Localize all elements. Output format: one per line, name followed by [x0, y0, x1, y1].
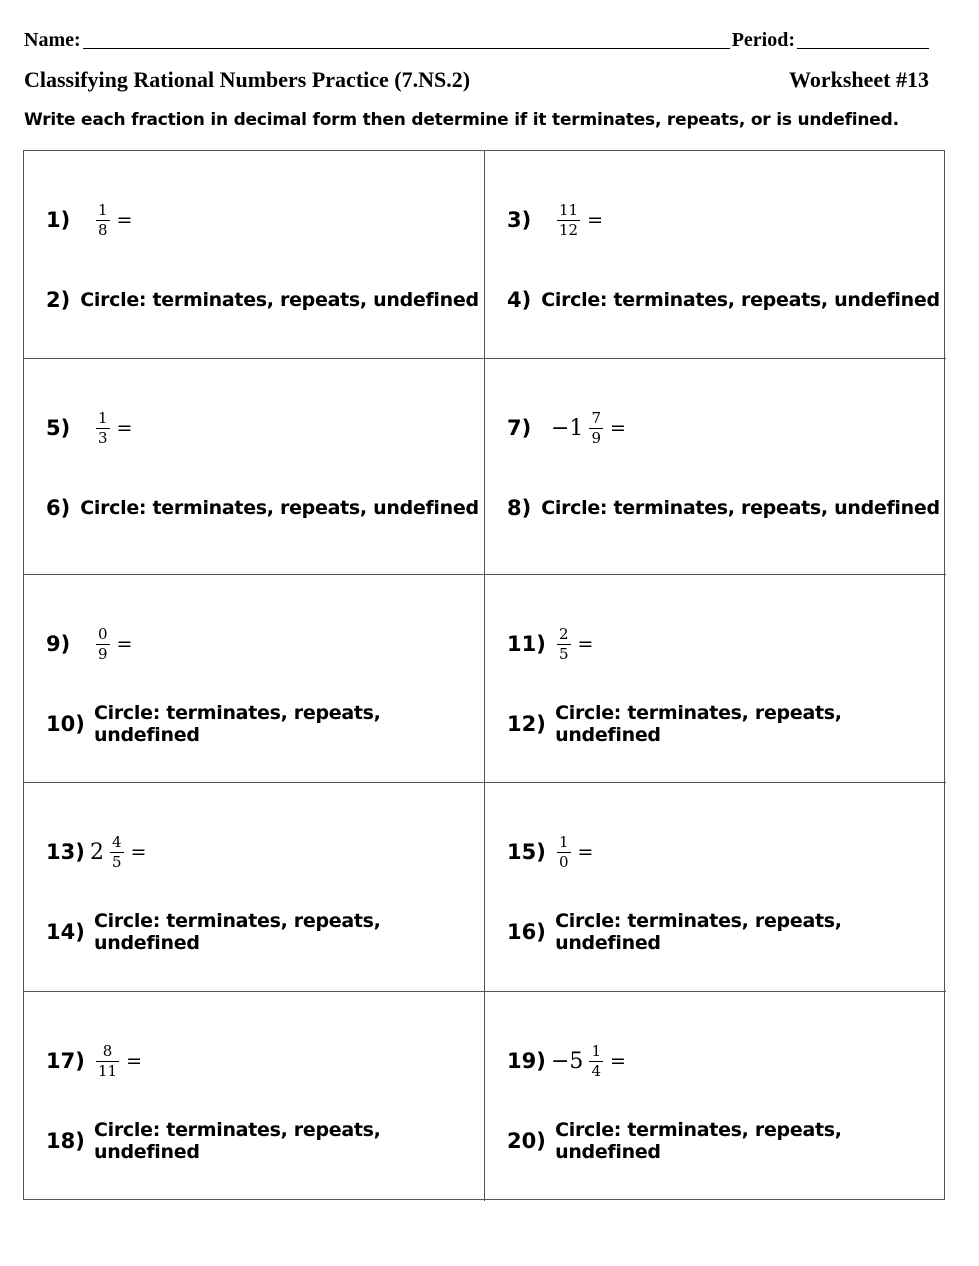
- numerator: 1: [98, 408, 108, 427]
- problem-cell-7: [24, 783, 485, 992]
- problem-cell-2: [485, 151, 946, 359]
- circle-options[interactable]: Circle: terminates, repeats, undefined: [541, 497, 940, 519]
- denominator: 9: [98, 644, 108, 663]
- problem-cell-4: [485, 359, 946, 575]
- circle-line: [46, 1119, 484, 1163]
- fraction-expression: [551, 1043, 626, 1080]
- question-number: 7): [507, 416, 532, 440]
- fraction: [557, 834, 571, 871]
- circle-number: 10): [46, 712, 85, 736]
- question-number: 9): [46, 632, 71, 656]
- equals-sign: =: [609, 1050, 626, 1072]
- name-period-row: [24, 24, 929, 52]
- fraction-expression: [551, 834, 593, 871]
- name-label: Name:: [24, 29, 81, 51]
- fraction: [96, 1043, 119, 1080]
- fraction: [96, 202, 110, 239]
- fraction-expression: [551, 202, 603, 239]
- question-line: [46, 195, 132, 245]
- circle-options[interactable]: Circle: terminates, repeats, undefined: [555, 1119, 842, 1163]
- circle-number: 20): [507, 1129, 546, 1153]
- fraction-expression: [90, 626, 132, 663]
- denominator: 9: [591, 428, 601, 447]
- fraction: [589, 410, 603, 447]
- question-line: [507, 827, 593, 877]
- circle-options[interactable]: Circle: terminates, repeats, undefined: [555, 702, 842, 746]
- fraction-expression: [90, 1043, 142, 1080]
- problem-cell-9: [24, 992, 485, 1201]
- circle-line: [46, 702, 484, 746]
- numerator: 8: [102, 1041, 113, 1060]
- fraction-expression: [90, 834, 146, 871]
- period-input-line[interactable]: [797, 26, 929, 49]
- numerator: 0: [98, 624, 108, 643]
- question-line: [507, 403, 626, 453]
- denominator: 4: [591, 1061, 601, 1080]
- numerator: 1: [591, 1041, 601, 1060]
- question-number: 1): [46, 208, 71, 232]
- question-line: [46, 403, 132, 453]
- circle-number: 18): [46, 1129, 85, 1153]
- fraction: [110, 834, 124, 871]
- numerator: 2: [559, 624, 569, 643]
- fraction: [96, 410, 110, 447]
- question-number: 13): [46, 840, 85, 864]
- question-line: [46, 1036, 142, 1086]
- question-number: 15): [507, 840, 546, 864]
- denominator: 8: [98, 220, 108, 239]
- circle-line: [46, 493, 479, 523]
- circle-number: 6): [46, 496, 71, 520]
- period-label: Period:: [731, 29, 795, 51]
- circle-options[interactable]: Circle: terminates, repeats, undefined: [94, 702, 381, 746]
- denominator: 5: [112, 852, 122, 871]
- whole-part: −1: [551, 415, 584, 441]
- title-row: [24, 64, 929, 96]
- circle-options[interactable]: Circle: terminates, repeats, undefined: [80, 497, 479, 519]
- equals-sign: =: [609, 417, 626, 439]
- circle-options[interactable]: Circle: terminates, repeats, undefined: [80, 289, 479, 311]
- circle-options[interactable]: Circle: terminates, repeats, undefined: [555, 910, 842, 954]
- whole-part: 2: [90, 839, 104, 865]
- question-line: [507, 619, 593, 669]
- fraction: [557, 202, 580, 239]
- instructions: Write each fraction in decimal form then determine if it terminates, repeats, or is undefined.: [24, 110, 899, 130]
- question-number: 17): [46, 1049, 85, 1073]
- fraction-expression: [90, 410, 132, 447]
- question-number: 19): [507, 1049, 546, 1073]
- question-line: [46, 827, 146, 877]
- worksheet-title: Classifying Rational Numbers Practice (7.NS.2): [24, 67, 471, 92]
- denominator: 12: [559, 220, 579, 239]
- problem-cell-1: [24, 151, 485, 359]
- fraction: [557, 626, 571, 663]
- circle-number: 16): [507, 920, 546, 944]
- numerator: 4: [112, 832, 122, 851]
- denominator: 5: [559, 644, 569, 663]
- equals-sign: =: [130, 841, 147, 863]
- equals-sign: =: [577, 841, 594, 863]
- whole-part: −5: [551, 1048, 584, 1074]
- equals-sign: =: [116, 417, 133, 439]
- equals-sign: =: [116, 209, 133, 231]
- question-line: [507, 1036, 626, 1086]
- circle-options[interactable]: Circle: terminates, repeats, undefined: [94, 910, 381, 954]
- worksheet-number: Worksheet #13: [789, 67, 929, 92]
- circle-line: [46, 910, 484, 954]
- circle-number: 2): [46, 288, 71, 312]
- equals-sign: =: [577, 633, 594, 655]
- problem-cell-5: [24, 575, 485, 783]
- circle-line: [507, 910, 946, 954]
- fraction: [96, 626, 110, 663]
- problem-grid: [23, 150, 945, 1200]
- circle-line: [507, 285, 940, 315]
- question-number: 5): [46, 416, 71, 440]
- equals-sign: =: [587, 209, 604, 231]
- numerator: 11: [559, 200, 579, 219]
- equals-sign: =: [116, 633, 133, 655]
- circle-line: [507, 493, 940, 523]
- circle-line: [507, 1119, 946, 1163]
- denominator: 0: [559, 852, 569, 871]
- problem-cell-6: [485, 575, 946, 783]
- problem-cell-10: [485, 992, 946, 1201]
- circle-line: [507, 702, 946, 746]
- fraction-expression: [90, 202, 132, 239]
- problem-cell-8: [485, 783, 946, 992]
- circle-line: [46, 285, 479, 315]
- circle-options[interactable]: Circle: terminates, repeats, undefined: [94, 1119, 381, 1163]
- question-number: 11): [507, 632, 546, 656]
- circle-number: 12): [507, 712, 546, 736]
- equals-sign: =: [126, 1050, 143, 1072]
- denominator: 11: [98, 1061, 118, 1080]
- circle-number: 8): [507, 496, 532, 520]
- circle-number: 4): [507, 288, 532, 312]
- question-number: 3): [507, 208, 532, 232]
- numerator: 1: [559, 832, 569, 851]
- problem-cell-3: [24, 359, 485, 575]
- name-input-line[interactable]: [83, 26, 730, 49]
- question-line: [46, 619, 132, 669]
- fraction-expression: [551, 410, 626, 447]
- question-line: [507, 195, 603, 245]
- circle-options[interactable]: Circle: terminates, repeats, undefined: [541, 289, 940, 311]
- denominator: 3: [98, 428, 108, 447]
- fraction: [589, 1043, 603, 1080]
- numerator: 1: [98, 200, 108, 219]
- circle-number: 14): [46, 920, 85, 944]
- fraction-expression: [551, 626, 593, 663]
- numerator: 7: [591, 408, 601, 427]
